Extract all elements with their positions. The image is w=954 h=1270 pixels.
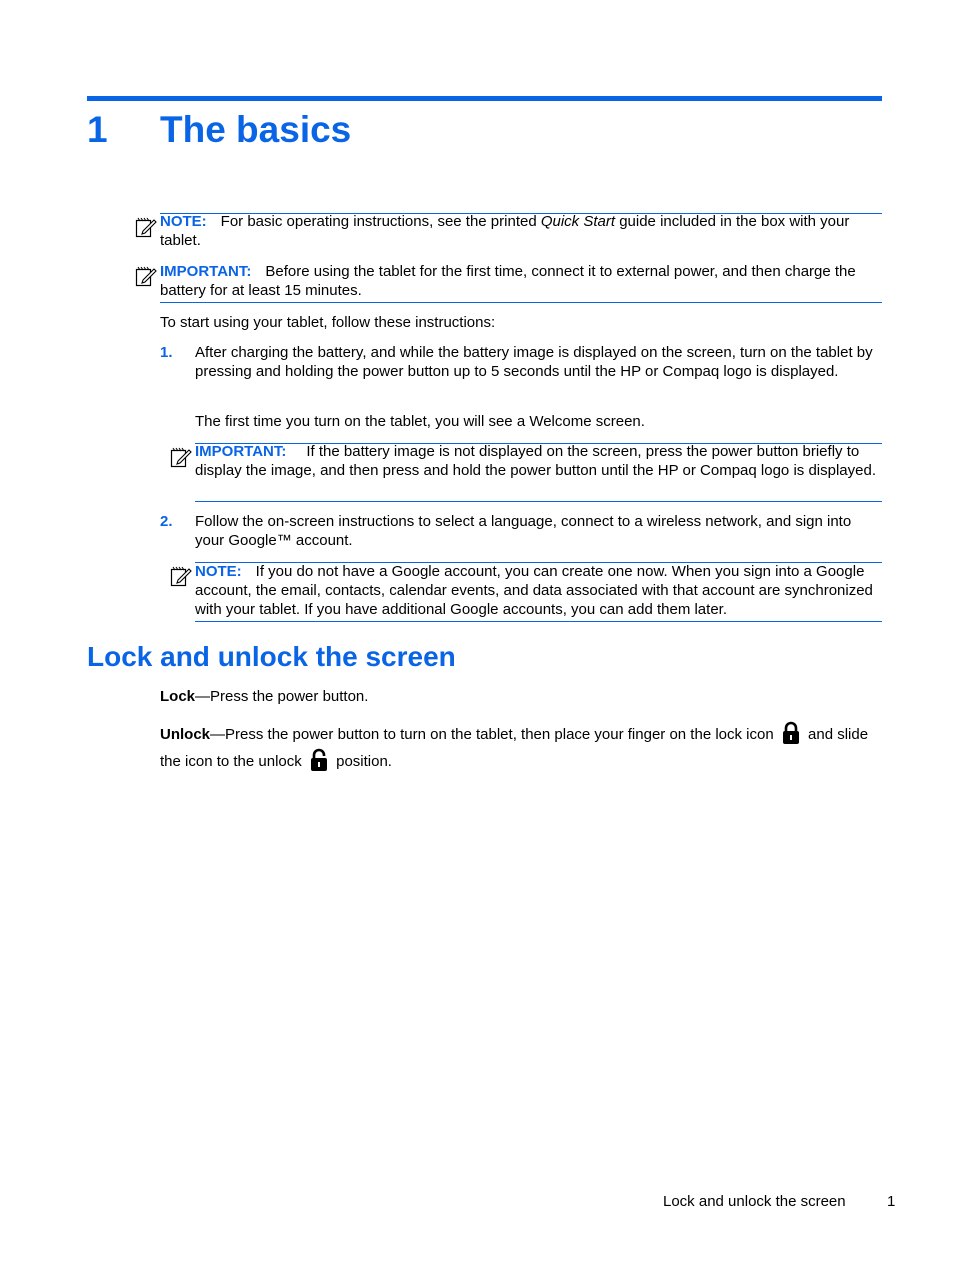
important-bottom-rule (160, 302, 882, 303)
section-heading: Lock and unlock the screen (87, 641, 456, 672)
step-subtext: The first time you turn on the tablet, you will see a Welcome screen. (195, 413, 645, 430)
step-number: 2. (160, 513, 173, 530)
note-text: NOTE: For basic operating instructions, see the printed Quick Start guide included in the box with your tablet. (160, 213, 850, 249)
note-label: NOTE: (160, 213, 207, 230)
important-bottom-rule (195, 501, 882, 502)
chapter-title: The basics (160, 109, 352, 150)
step-number: 1. (160, 344, 173, 361)
footer-section: Lock and unlock the screen (663, 1193, 846, 1210)
note-icon (170, 565, 192, 587)
unlock-icon (309, 748, 329, 772)
important-label: IMPORTANT: (195, 443, 287, 460)
important-label: IMPORTANT: (160, 263, 252, 280)
lock-paragraph: Lock—Press the power button. (160, 688, 369, 705)
lock-icon (781, 721, 801, 745)
unlock-paragraph: Unlock—Press the power button to turn on the tablet, then place your finger on the lock icon and slide the icon to the unlock position. (160, 721, 882, 775)
step-text: After charging the battery, and while the battery image is displayed on the screen, turn on the tablet by pressing and holding the power button up to 5 seconds until the HP or Compaq logo is displayed. (195, 344, 873, 380)
note-icon (135, 216, 157, 238)
lock-term: Lock (160, 688, 196, 705)
note-icon (135, 265, 157, 287)
intro-text: To start using your tablet, follow these instructions: (160, 314, 496, 331)
chapter-number: 1 (87, 109, 108, 150)
chapter-rule (87, 96, 882, 101)
footer-page-number: 1 (887, 1193, 896, 1210)
unlock-term: Unlock (160, 726, 211, 743)
important-text: IMPORTANT: If the battery image is not displayed on the screen, press the power button briefly to display the image, and then press and hold the power button until the HP or Compaq logo is displayed. (195, 443, 876, 479)
step-text: Follow the on-screen instructions to select a language, connect to a wireless network, and sign into your Google™ account. (195, 513, 852, 549)
important-text: IMPORTANT: Before using the tablet for the first time, connect it to external power, and then charge the battery for at least 15 minutes. (160, 263, 856, 299)
note-text: NOTE: If you do not have a Google account, you can create one now. When you sign into a Google account, the email, contacts, calendar events, and data associated with that account are synchronized with your tablet. If you have additional Google accounts, you can add them later. (195, 563, 873, 618)
note-bottom-rule (195, 621, 882, 622)
note-icon (170, 446, 192, 468)
note-label: NOTE: (195, 563, 242, 580)
